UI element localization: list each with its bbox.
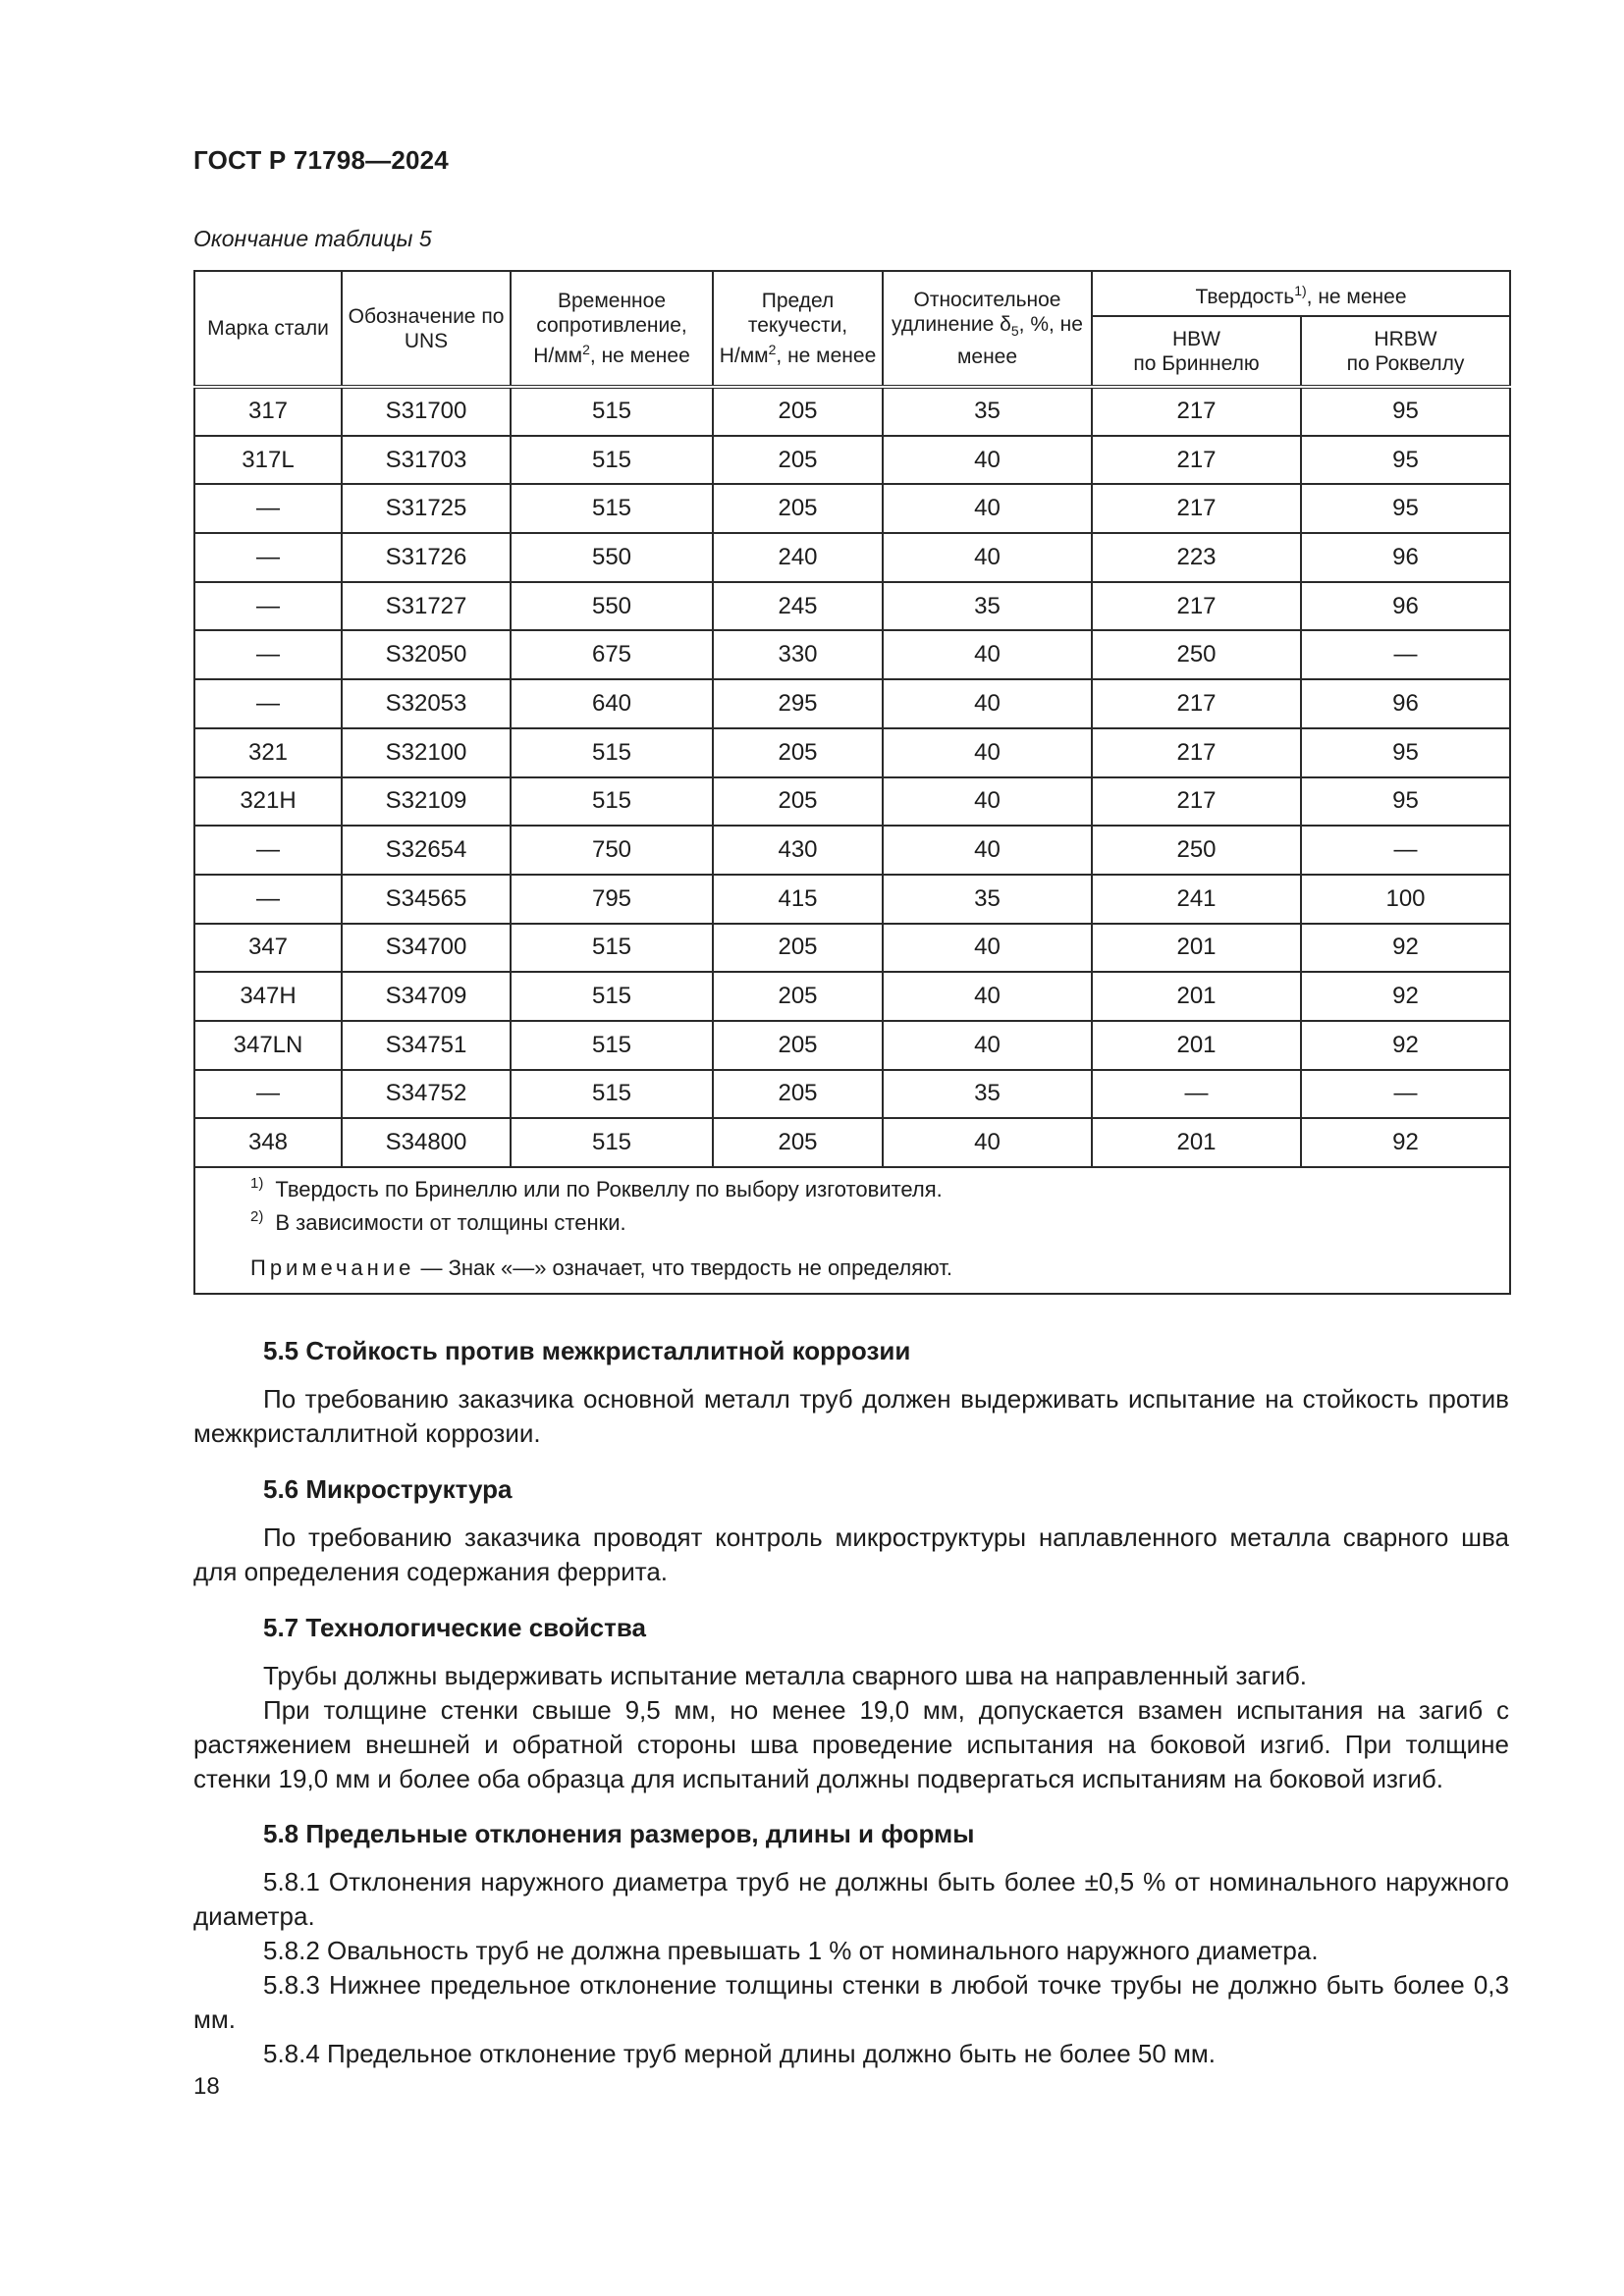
cell-yield: 205 — [713, 1070, 883, 1119]
cell-uns: S32053 — [342, 679, 511, 728]
footnote-2: $^{2)}$ В зависимости от толщины стенки. — [250, 1208, 626, 1235]
cell-elongation: 35 — [883, 582, 1092, 631]
table-row — [194, 875, 1510, 924]
cell-tensile: 550 — [511, 533, 713, 582]
cell-yield: 205 — [713, 924, 883, 973]
table-row — [194, 387, 1510, 436]
cell-yield: 330 — [713, 630, 883, 679]
cell-grade: 317L — [194, 436, 342, 485]
table-row — [194, 972, 1510, 1021]
cell-hrbw: 92 — [1301, 924, 1510, 973]
cell-hrbw: 95 — [1301, 777, 1510, 827]
cell-hrbw: 96 — [1301, 582, 1510, 631]
cell-uns: S34709 — [342, 972, 511, 1021]
header-uns: Обозначение по UNS — [342, 271, 511, 387]
cell-uns: S32654 — [342, 826, 511, 875]
cell-grade: 347H — [194, 972, 342, 1021]
cell-yield: 430 — [713, 826, 883, 875]
clause-5-8-4: 5.8.4 Предельное отклонение труб мерной длины должно быть не более 50 мм. — [263, 2039, 1216, 2068]
cell-elongation: 40 — [883, 630, 1092, 679]
cell-tensile: 515 — [511, 387, 713, 436]
section-5-5-title: 5.5 Стойкость против межкристаллитной коррозии — [263, 1336, 911, 1365]
cell-uns: S34700 — [342, 924, 511, 973]
cell-elongation: 40 — [883, 436, 1092, 485]
cell-tensile: 550 — [511, 582, 713, 631]
cell-hbw: 250 — [1092, 630, 1301, 679]
table-notes — [194, 1167, 1510, 1294]
cell-yield: 205 — [713, 728, 883, 777]
cell-tensile: 515 — [511, 924, 713, 973]
header-hardness: Твердость$^{1)}$, не менее — [1092, 271, 1510, 316]
cell-hbw: 217 — [1092, 436, 1301, 485]
cell-yield: 245 — [713, 582, 883, 631]
cell-grade: 317 — [194, 387, 342, 436]
section-5-7-text-1: Трубы должны выдерживать испытание металла сварного шва на направленный загиб. — [263, 1661, 1307, 1690]
cell-hbw: 223 — [1092, 533, 1301, 582]
cell-hbw: 201 — [1092, 924, 1301, 973]
header-yield: Предел текучести, $Н/мм^2$, не менее — [713, 271, 883, 387]
table-row — [194, 1070, 1510, 1119]
cell-hrbw: 92 — [1301, 1118, 1510, 1167]
cell-uns: S31726 — [342, 533, 511, 582]
cell-grade: — — [194, 533, 342, 582]
cell-hrbw: 96 — [1301, 533, 1510, 582]
cell-elongation: 40 — [883, 484, 1092, 533]
clause-5-8-1: 5.8.1 Отклонения наружного диаметра труб не должны быть более ±0,5 % от номинального наружного диаметра. — [193, 1867, 1509, 1931]
cell-elongation: 35 — [883, 387, 1092, 436]
cell-yield: 415 — [713, 875, 883, 924]
cell-tensile: 640 — [511, 679, 713, 728]
table-row — [194, 484, 1510, 533]
cell-hrbw: 95 — [1301, 728, 1510, 777]
table-row — [194, 582, 1510, 631]
cell-yield: 205 — [713, 1021, 883, 1070]
properties-table — [193, 270, 1511, 1295]
cell-grade: — — [194, 826, 342, 875]
cell-uns: S32100 — [342, 728, 511, 777]
cell-yield: 205 — [713, 972, 883, 1021]
cell-elongation: 40 — [883, 972, 1092, 1021]
cell-grade: — — [194, 1070, 342, 1119]
cell-elongation: 35 — [883, 875, 1092, 924]
table-row — [194, 826, 1510, 875]
header-hbw: HBW по Бриннелю — [1092, 316, 1301, 387]
header-elongation: Относительное удлинение $\delta_5$, %, не менее — [883, 271, 1092, 387]
cell-uns: S34800 — [342, 1118, 511, 1167]
cell-elongation: 40 — [883, 1118, 1092, 1167]
cell-yield: 205 — [713, 484, 883, 533]
table-row — [194, 436, 1510, 485]
cell-elongation: 35 — [883, 1070, 1092, 1119]
cell-elongation: 40 — [883, 777, 1092, 827]
table-row — [194, 630, 1510, 679]
clause-5-8-2: 5.8.2 Овальность труб не должна превышать 1 % от номинального наружного диаметра. — [263, 1936, 1319, 1965]
cell-hrbw: 95 — [1301, 387, 1510, 436]
cell-hbw: 217 — [1092, 484, 1301, 533]
cell-elongation: 40 — [883, 728, 1092, 777]
cell-elongation: 40 — [883, 826, 1092, 875]
cell-uns: S31725 — [342, 484, 511, 533]
table-note: Примечание — Знак «—» означает, что твердость не определяют. — [250, 1255, 952, 1280]
cell-tensile: 515 — [511, 777, 713, 827]
cell-tensile: 750 — [511, 826, 713, 875]
cell-grade: — — [194, 679, 342, 728]
page-number: 18 — [193, 2073, 220, 2100]
cell-hrbw: 92 — [1301, 972, 1510, 1021]
footnote-1: $^{1)}$ Твердость по Бринеллю или по Роквеллу по выбору изготовителя. — [250, 1175, 943, 1201]
cell-hbw: 217 — [1092, 777, 1301, 827]
section-5-6-text: По требованию заказчика проводят контроль микроструктуры наплавленного металла сварного шва для определения содержания феррита. — [193, 1522, 1509, 1586]
cell-elongation: 40 — [883, 679, 1092, 728]
cell-hbw: — — [1092, 1070, 1301, 1119]
cell-hbw: 201 — [1092, 1118, 1301, 1167]
cell-hbw: 201 — [1092, 1021, 1301, 1070]
table-row — [194, 777, 1510, 827]
table-caption: Окончание таблицы 5 — [193, 226, 432, 251]
cell-tensile: 795 — [511, 875, 713, 924]
section-5-5-text: По требованию заказчика основной металл труб должен выдерживать испытание на стойкость против межкристаллитной коррозии. — [193, 1384, 1509, 1448]
cell-yield: 205 — [713, 436, 883, 485]
cell-hrbw: 96 — [1301, 679, 1510, 728]
cell-tensile: 515 — [511, 1021, 713, 1070]
cell-hbw: 201 — [1092, 972, 1301, 1021]
cell-tensile: 675 — [511, 630, 713, 679]
cell-uns: S32050 — [342, 630, 511, 679]
cell-hbw: 217 — [1092, 582, 1301, 631]
table-row — [194, 1021, 1510, 1070]
cell-elongation: 40 — [883, 1021, 1092, 1070]
cell-uns: S31700 — [342, 387, 511, 436]
section-5-7-text-2: При толщине стенки свыше 9,5 мм, но менее 19,0 мм, допускается взамен испытания на загиб с растяжением внешней и обратной стороны шва проведение испытания на боковой изгиб. При толщине стенки 19,0 мм и более оба образца для испытаний должны подвергаться испытаниям на боковой изгиб. — [193, 1695, 1509, 1793]
cell-grade: — — [194, 484, 342, 533]
cell-hrbw: 95 — [1301, 484, 1510, 533]
cell-hrbw: 92 — [1301, 1021, 1510, 1070]
cell-tensile: 515 — [511, 436, 713, 485]
cell-hrbw: — — [1301, 1070, 1510, 1119]
table-row — [194, 533, 1510, 582]
cell-uns: S31727 — [342, 582, 511, 631]
cell-grade: — — [194, 875, 342, 924]
cell-grade: — — [194, 630, 342, 679]
cell-uns: S34751 — [342, 1021, 511, 1070]
cell-uns: S34565 — [342, 875, 511, 924]
table-row — [194, 728, 1510, 777]
cell-tensile: 515 — [511, 484, 713, 533]
section-5-6-title: 5.6 Микроструктура — [263, 1474, 513, 1504]
cell-hbw: 241 — [1092, 875, 1301, 924]
cell-hbw: 217 — [1092, 728, 1301, 777]
cell-grade: 348 — [194, 1118, 342, 1167]
cell-grade: 347 — [194, 924, 342, 973]
cell-yield: 295 — [713, 679, 883, 728]
table-row — [194, 924, 1510, 973]
cell-yield: 205 — [713, 777, 883, 827]
table-row — [194, 679, 1510, 728]
cell-hrbw: 100 — [1301, 875, 1510, 924]
cell-hrbw: — — [1301, 826, 1510, 875]
cell-grade: 321 — [194, 728, 342, 777]
cell-hbw: 217 — [1092, 679, 1301, 728]
cell-uns: S32109 — [342, 777, 511, 827]
header-hrbw: HRBW по Роквеллу — [1301, 316, 1510, 387]
cell-tensile: 515 — [511, 728, 713, 777]
header-grade: Марка стали — [194, 271, 342, 387]
cell-tensile: 515 — [511, 1118, 713, 1167]
cell-elongation: 40 — [883, 533, 1092, 582]
cell-yield: 205 — [713, 1118, 883, 1167]
clause-5-8-3: 5.8.3 Нижнее предельное отклонение толщины стенки в любой точке трубы не должно быть более 0,3 мм. — [193, 1970, 1509, 2034]
cell-hbw: 217 — [1092, 387, 1301, 436]
cell-grade: 321H — [194, 777, 342, 827]
table-row — [194, 1118, 1510, 1167]
cell-hrbw: 95 — [1301, 436, 1510, 485]
cell-hbw: 250 — [1092, 826, 1301, 875]
cell-uns: S31703 — [342, 436, 511, 485]
section-5-8-title: 5.8 Предельные отклонения размеров, длины и формы — [263, 1819, 975, 1848]
cell-yield: 240 — [713, 533, 883, 582]
cell-grade: 347LN — [194, 1021, 342, 1070]
document-header: ГОСТ Р 71798—2024 — [193, 145, 449, 175]
section-5-7-title: 5.7 Технологические свойства — [263, 1613, 646, 1642]
cell-tensile: 515 — [511, 1070, 713, 1119]
cell-hrbw: — — [1301, 630, 1510, 679]
cell-tensile: 515 — [511, 972, 713, 1021]
cell-elongation: 40 — [883, 924, 1092, 973]
cell-uns: S34752 — [342, 1070, 511, 1119]
cell-yield: 205 — [713, 387, 883, 436]
header-tensile: Временное сопротивление, $Н/мм^2$, не менее — [511, 271, 713, 387]
cell-grade: — — [194, 582, 342, 631]
